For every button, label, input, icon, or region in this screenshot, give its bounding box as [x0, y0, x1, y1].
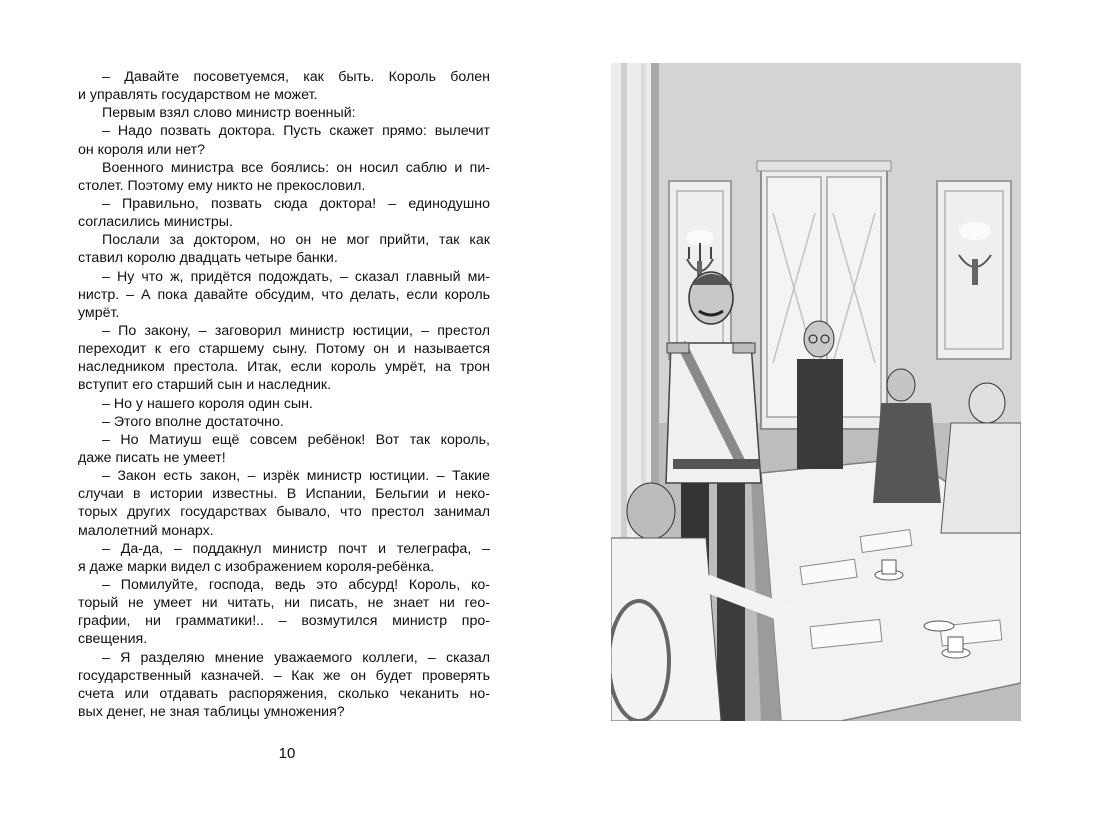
text-line: – Закон есть закон, – изрёк министр юстиции. – Такие — [102, 468, 490, 485]
text-line: свещения. — [78, 631, 148, 648]
text-line: – Этого вполне достаточно. — [102, 413, 284, 430]
text-line: случаи в истории известны. В Испании, Бельгии и неко- — [78, 486, 490, 503]
text-line: – Ну что ж, придётся подождать, – сказал главный ми- — [102, 268, 490, 285]
wall-sconce-left — [669, 181, 731, 359]
body-text — [78, 68, 490, 721]
text-line: государственный казначей. – Как же он будет проверять — [78, 667, 490, 684]
page-number: 10 — [278, 745, 296, 762]
text-line: Послали за доктором, но он не мог прийти, так как — [102, 232, 490, 249]
text-line: – Надо позвать доктора. Пусть скажет прямо: вылечит — [102, 123, 490, 140]
text-line: малолетний монарх. — [78, 522, 214, 539]
text-line: Военного министра все боялись: он носил саблю и пи- — [102, 159, 490, 176]
text-line: вступит его старший сын и наследник. — [78, 377, 332, 394]
text-line: ставил королю двадцать четыре банки. — [78, 250, 338, 267]
text-line: Первым взял слово министр военный: — [102, 105, 356, 122]
text-line: торых других государствах бывало, что престол занимал — [78, 504, 490, 521]
text-line: нистр. – А пока давайте обсудим, что делать, если король — [78, 286, 490, 303]
text-line: – Но Матиуш ещё совсем ребёнок! Вот так король, — [102, 431, 490, 448]
text-line: умрёт. — [78, 304, 120, 321]
illustration — [611, 63, 1021, 721]
text-line: согласились министры. — [78, 214, 233, 231]
text-line: – Правильно, позвать сюда доктора! – единодушно — [102, 195, 490, 212]
text-line: и управлять государством не может. — [78, 87, 318, 104]
wall-sconce-right — [937, 181, 1011, 359]
text-line: счета или отдавать распоряжения, сколько чеканить но- — [78, 685, 490, 702]
text-line: он короля или нет? — [78, 141, 206, 158]
text-line: – По закону, – заговорил министр юстиции, – престол — [102, 322, 490, 339]
text-line: даже писать не умеет! — [78, 449, 226, 466]
text-line: – Помилуйте, господа, ведь это абсурд! Король, ко- — [102, 576, 490, 593]
text-line: – Я разделяю мнение уважаемого коллеги, – сказал — [102, 649, 490, 666]
text-line: – Давайте посоветуемся, как быть. Король болен — [102, 69, 490, 85]
text-line: наследником престола. Итак, если король умрёт, на трон — [78, 359, 490, 376]
text-line: переходит к его старшему сыну. Потому он и называется — [78, 341, 490, 358]
text-line: столет. Поэтому ему никто не прекословил. — [78, 177, 366, 194]
text-line: – Но у нашего короля один сын. — [102, 395, 313, 412]
text-line: вых денег, не зная таблицы умножения? — [78, 703, 345, 720]
text-line: графии, ни грамматики!.. – возмутился министр про- — [78, 613, 490, 630]
text-line: я даже марки видел с изображением короля-ребёнка. — [78, 558, 435, 575]
text-line: торый не умеет ни читать, ни писать, не знает ни гео- — [78, 595, 490, 612]
text-line: – Да-да, – поддакнул министр почт и телеграфа, – — [102, 540, 490, 557]
